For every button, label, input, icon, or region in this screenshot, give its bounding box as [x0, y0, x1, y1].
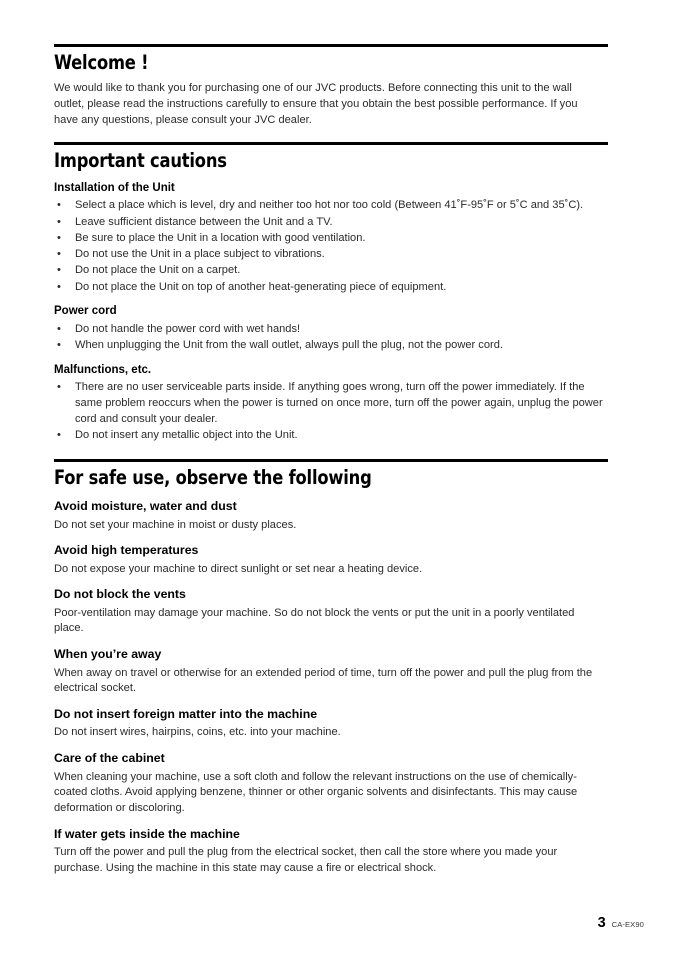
list-item — [54, 280, 608, 296]
page-footer — [598, 916, 644, 931]
section-rule-for-safe-use — [54, 459, 608, 462]
section-important-cautions — [54, 142, 608, 444]
list-item — [54, 380, 608, 427]
subheading-malfunctions: Malfunctions, etc. — [54, 363, 152, 376]
section-for-safe-use — [54, 459, 608, 877]
subheading-avoid-high-temperatures: Avoid high temperatures — [54, 543, 199, 558]
list-item-text: Do not use the Unit in a place subject to vibrations. — [75, 248, 325, 261]
group-do-not-block-vents — [54, 587, 608, 637]
bullet-icon: • — [57, 199, 61, 212]
spacer — [54, 129, 608, 142]
paragraph-when-youre-away: When away on travel or otherwise for an extended period of time, turn off the power and pull the plug from the electrical socket. — [54, 666, 593, 695]
list-item — [54, 247, 608, 263]
bullet-icon: • — [57, 248, 61, 261]
section-title-welcome: Welcome ! — [54, 51, 149, 74]
bullet-list-installation — [54, 198, 608, 295]
subheading-installation-of-the-unit: Installation of the Unit — [54, 182, 175, 195]
group-installation-of-the-unit — [54, 181, 608, 295]
section-title-important-cautions: Important cautions — [54, 148, 227, 172]
bullet-icon: • — [57, 381, 61, 394]
group-malfunctions — [54, 363, 608, 444]
subheading-do-not-block-vents: Do not block the vents — [54, 587, 186, 602]
list-item-text: Do not insert any metallic object into the Unit. — [75, 428, 298, 441]
list-item-text: Be sure to place the Unit in a location with good ventilation. — [75, 231, 366, 244]
list-item — [54, 428, 608, 444]
list-item — [54, 231, 608, 247]
subheading-if-water-gets-inside: If water gets inside the machine — [54, 826, 240, 841]
bullet-icon: • — [57, 339, 61, 352]
paragraph-avoid-moisture: Do not set your machine in moist or dusty places. — [54, 518, 297, 531]
group-do-not-insert-foreign-matter — [54, 707, 608, 741]
bullet-list-power-cord — [54, 322, 608, 354]
subheading-care-of-the-cabinet: Care of the cabinet — [54, 751, 165, 766]
bullet-icon: • — [57, 264, 61, 277]
group-when-youre-away — [54, 647, 608, 697]
subheading-avoid-moisture: Avoid moisture, water and dust — [54, 499, 237, 514]
group-if-water-gets-inside — [54, 827, 608, 877]
list-item-text: When unplugging the Unit from the wall outlet, always pull the plug, not the power cord. — [75, 339, 503, 352]
spacer — [54, 446, 608, 459]
list-item — [54, 322, 608, 338]
bullet-icon: • — [57, 322, 61, 335]
list-item — [54, 263, 608, 279]
list-item-text: Do not place the Unit on a carpet. — [75, 264, 241, 277]
paragraph-if-water-gets-inside: Turn off the power and pull the plug from the electrical socket, then call the store where you made your purchase. Using the machine in this state may cause a fire or electrical shock. — [54, 846, 558, 874]
group-avoid-moisture — [54, 499, 608, 533]
bullet-icon: • — [57, 280, 61, 293]
bullet-icon: • — [57, 428, 61, 441]
model-code: CA-EX90 — [611, 919, 644, 929]
subheading-do-not-insert-foreign-matter: Do not insert foreign matter into the machine — [54, 707, 318, 722]
section-title-for-safe-use: For safe use, observe the following — [54, 465, 372, 489]
subheading-when-youre-away: When you’re away — [54, 647, 162, 662]
group-power-cord — [54, 304, 608, 353]
list-item-text: Leave sufficient distance between the Unit and a TV. — [75, 215, 333, 228]
welcome-intro-paragraph: We would like to thank you for purchasing one of our JVC products. Before connecting this unit to the wall outlet, please read the instructions carefully to ensure that you obtain the best possible performance. If you have any questions, please consult your JVC dealer. — [54, 82, 578, 126]
list-item — [54, 338, 608, 354]
section-rule-welcome — [54, 44, 608, 47]
list-item-text: Do not handle the power cord with wet hands! — [75, 322, 301, 335]
paragraph-do-not-insert-foreign-matter: Do not insert wires, hairpins, coins, etc. into your machine. — [54, 726, 341, 739]
page-number: 3 — [597, 914, 606, 931]
bullet-list-malfunctions — [54, 380, 608, 444]
bullet-icon: • — [57, 215, 61, 228]
list-item-text: There are no user serviceable parts inside. If anything goes wrong, turn off the power immediately. If the same problem reoccurs when the power is turned on once more, turn off the power again, unplug the power cord and consult your dealer. — [75, 381, 603, 425]
section-rule-important-cautions — [54, 142, 608, 145]
list-item — [54, 198, 608, 214]
section-welcome — [54, 44, 608, 129]
list-item-text: Select a place which is level, dry and neither too hot nor too cold (Between 41˚F-95˚F or 5˚C and 35˚C). — [75, 199, 584, 212]
group-avoid-high-temperatures — [54, 543, 608, 577]
paragraph-avoid-high-temperatures: Do not expose your machine to direct sunlight or set near a heating device. — [54, 562, 423, 575]
group-care-of-the-cabinet — [54, 751, 608, 817]
paragraph-do-not-block-vents: Poor-ventilation may damage your machine. So do not block the vents or put the unit in a poorly ventilated place. — [54, 606, 575, 635]
document-page — [54, 44, 608, 879]
list-item-text: Do not place the Unit on top of another heat-generating piece of equipment. — [75, 280, 447, 293]
paragraph-care-of-the-cabinet: When cleaning your machine, use a soft cloth and follow the relevant instructions on the use of chemically-coated cloths. Avoid applying benzene, thinner or other organic solvents and disinfectants. This may cause deformation or discoloring. — [54, 770, 578, 815]
list-item — [54, 215, 608, 231]
bullet-icon: • — [57, 231, 61, 244]
subheading-power-cord: Power cord — [54, 305, 117, 318]
